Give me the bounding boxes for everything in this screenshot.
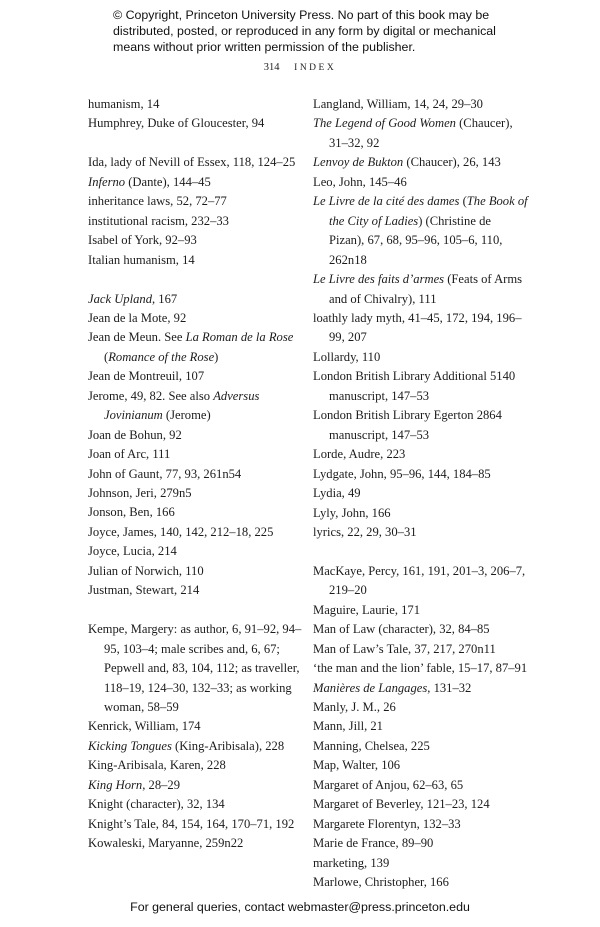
index-entry: [313, 679, 528, 698]
index-entry-text: Marlowe, Christopher, 166: [313, 875, 449, 890]
index-entry-title: Romance of the Rose: [108, 349, 215, 364]
index-entry: [88, 503, 313, 522]
index-entry: [88, 153, 313, 172]
index-entry-text: loathly lady myth, 41–45, 172, 194, 196–99, 207: [313, 310, 522, 345]
index-entry: [88, 756, 313, 775]
index-entry-text: institutional racism, 232–33: [88, 213, 229, 228]
index-entry-text: Kowaleski, Maryanne, 259n22: [88, 836, 244, 851]
index-entry: [313, 309, 528, 348]
index-entry-text: London British Library Additional 5140 manuscript, 147–53: [313, 369, 516, 403]
index-entry-text: Mann, Jill, 21: [313, 719, 383, 734]
index-entry-text: Kenrick, William, 174: [88, 719, 201, 734]
index-entry-text: humanism, 14: [88, 97, 160, 111]
index-entry-text: Jonson, Ben, 166: [88, 505, 175, 520]
index-entry-text: Margarete Florentyn, 132–33: [313, 816, 461, 831]
index-entry-text: King-Aribisala, Karen, 228: [88, 758, 226, 773]
index-entry-text: Manly, J. M., 26: [313, 700, 396, 715]
index-entry-text: Manning, Chelsea, 225: [313, 738, 430, 753]
index-entry: [313, 717, 528, 736]
index-entry-text: (: [104, 349, 109, 364]
index-entry-text: Lorde, Audre, 223: [313, 447, 406, 462]
index-entry-text: Langland, William, 14, 24, 29–30: [313, 97, 483, 111]
index-entry: [313, 153, 528, 172]
index-entry: [313, 640, 528, 659]
index-entry: [313, 698, 528, 717]
index-entry-text: Marie de France, 89–90: [313, 836, 434, 851]
index-entry-text: Joan of Arc, 111: [88, 447, 171, 462]
index-entry-text: Isabel of York, 92–93: [88, 233, 197, 248]
index-entry-text: (Feats of Arms and of Chivalry), 111: [329, 272, 523, 306]
index-entry: [313, 348, 528, 367]
index-entry-text: Joyce, James, 140, 142, 212–18, 225: [88, 524, 274, 539]
index-entry-text: Kempe, Margery: as author, 6, 91–92, 94–95, 103–4; male scribes and, 6, 67; Pepwell and, 83, 104, 112; as traveller, 118–19, 124–30, 132–33; as working woman, 58–59: [88, 622, 302, 714]
index-entry-text: Leo, John, 145–46: [313, 174, 407, 189]
index-entry: [313, 854, 528, 873]
index-entry-text: Joan de Bohun, 92: [88, 427, 182, 442]
index-entry-text: , 131–32: [427, 680, 472, 695]
running-head: [0, 62, 600, 73]
index-entry: [88, 795, 313, 814]
index-entry-text: Jean de Montreuil, 107: [88, 369, 205, 384]
index-entry-title: Adversus Jovinianum: [104, 388, 260, 423]
index-entry-text: Lydgate, John, 95–96, 144, 184–85: [313, 466, 491, 481]
index-entry: [313, 406, 528, 445]
index-entry: [88, 173, 313, 192]
index-entry: [88, 309, 313, 328]
index-entry: [313, 562, 528, 601]
section-title: INDEX: [294, 63, 337, 73]
index-entry-text: Man of Law (character), 32, 84–85: [313, 622, 490, 637]
index-entry: [88, 465, 313, 484]
index-entry-text: Map, Walter, 106: [313, 758, 401, 773]
index-entry-text: Julian of Norwich, 110: [88, 563, 204, 578]
index-entry: [88, 231, 313, 250]
index-entry: [313, 484, 528, 503]
index-entry-text: marketing, 139: [313, 855, 390, 870]
index-entry-text: ‘the man and the lion’ fable, 15–17, 87–91: [313, 661, 528, 676]
index-entry: [88, 426, 313, 445]
index-entry: [88, 542, 313, 561]
index-entry-title: King Horn: [88, 777, 143, 792]
index-entry-title: The Book of the City of Ladies: [329, 194, 528, 228]
index-entry-text: (King-Aribisala), 228: [171, 738, 285, 753]
index-entry: [313, 270, 528, 309]
index-entry: [88, 717, 313, 736]
index-entry-text: inheritance laws, 52, 72–77: [88, 194, 227, 209]
index-entry-text: Lydia, 49: [313, 486, 361, 501]
index-entry: [313, 192, 528, 270]
index-entry-text: Joyce, Lucia, 214: [88, 544, 177, 559]
footer-contact: For general queries, contact webmaster@press.princeton.edu: [130, 900, 470, 914]
index-entry-text: Humphrey, Duke of Gloucester, 94: [88, 116, 265, 131]
index-entry-text: Johnson, Jeri, 279n5: [88, 486, 192, 501]
index-entry: [313, 523, 528, 542]
copyright-notice: [113, 7, 513, 55]
index-entry-text: MacKaye, Percy, 161, 191, 201–3, 206–7, 219–20: [313, 563, 526, 598]
letter-group-gap: [88, 134, 313, 153]
index-entry: [88, 212, 313, 231]
index-entry-text: (: [459, 194, 467, 209]
index-entry-text: London British Library Egerton 2864 manuscript, 147–53: [313, 408, 502, 442]
index-entry-text: ) (Christine de Pizan), 67, 68, 95–96, 105–6, 110, 262n18: [329, 213, 503, 267]
index-entry: [88, 737, 313, 756]
index-entry: [313, 114, 528, 153]
index-entry: [313, 659, 528, 678]
index-entry-text: Knight (character), 32, 134: [88, 797, 225, 812]
index-entry-title: Jack Upland: [88, 291, 152, 306]
index-entry: [313, 95, 528, 114]
index-entry: [88, 484, 313, 503]
index-entry-text: , 28–29: [142, 777, 181, 792]
index-entry: [313, 173, 528, 192]
index-entry-text: Lyly, John, 166: [313, 505, 391, 520]
index-entry: [88, 328, 313, 367]
index-entry: [88, 114, 313, 133]
copyright-line-1: © Copyright, Princeton University Press. No part of this book may be: [113, 8, 490, 22]
index-entry-text: lyrics, 22, 29, 30–31: [313, 524, 417, 539]
index-entry-title: Lenvoy de Bukton: [313, 155, 404, 170]
index-entry: [88, 581, 313, 600]
page-number: 314: [263, 62, 280, 73]
index-entry: [313, 601, 528, 620]
index-entry: [313, 873, 528, 892]
index-entry-text: Knight’s Tale, 84, 154, 164, 170–71, 192: [88, 816, 295, 831]
index-entry-text: ): [214, 349, 219, 364]
index-entry-text: Margaret of Anjou, 62–63, 65: [313, 777, 464, 792]
index-entry: [313, 620, 528, 639]
index-entry-text: Ida, lady of Nevill of Essex, 118, 124–25: [88, 155, 296, 170]
index-entry: [88, 620, 313, 717]
index-entry-text: , 167: [152, 291, 178, 306]
index-entry-text: (Dante), 144–45: [125, 174, 211, 189]
copyright-line-2: distributed, posted, or reproduced in any form by digital or mechanical: [113, 24, 496, 38]
index-entry: [313, 834, 528, 853]
index-entry-title: Kicking Tongues: [88, 738, 172, 753]
index-entry: [313, 815, 528, 834]
index-entry: [313, 367, 528, 406]
index-entry: [88, 251, 313, 270]
index-entry: [88, 445, 313, 464]
index-entry: [313, 737, 528, 756]
index-entry-text: (Chaucer), 26, 143: [403, 155, 501, 170]
index-entry: [88, 387, 313, 426]
index-entry: [88, 562, 313, 581]
index-entry: [313, 504, 528, 523]
index-entry-title: Manières de Langages: [313, 680, 428, 695]
index-entry: [88, 95, 313, 114]
index-entry-text: Margaret of Beverley, 121–23, 124: [313, 797, 490, 812]
index-entry-title: Inferno: [88, 174, 126, 189]
index-entry-text: Jean de la Mote, 92: [88, 310, 187, 325]
index-entry-title: La Roman de la Rose: [185, 330, 294, 345]
index-column-left: [88, 95, 313, 854]
index-entry: [313, 776, 528, 795]
index-entry-title: Le Livre de la cité des dames: [313, 194, 460, 209]
index-entry: [88, 192, 313, 211]
letter-group-gap: [88, 270, 313, 289]
index-entry-text: Italian humanism, 14: [88, 252, 195, 267]
index-column-right: [313, 95, 528, 893]
index-entry-text: Jerome, 49, 82. See also: [88, 388, 214, 403]
index-entry: [88, 367, 313, 386]
copyright-line-3: means without prior written permission of the publisher.: [113, 40, 416, 54]
index-entry: [88, 290, 313, 309]
index-entry: [313, 756, 528, 775]
index-entry-text: John of Gaunt, 77, 93, 261n54: [88, 466, 242, 481]
letter-group-gap: [313, 542, 528, 561]
index-entry-text: Justman, Stewart, 214: [88, 583, 200, 598]
index-entry-text: Lollardy, 110: [313, 349, 381, 364]
index-entry-text: Maguire, Laurie, 171: [313, 602, 421, 617]
index-entry-text: Man of Law’s Tale, 37, 217, 270n11: [313, 641, 496, 656]
index-entry: [313, 445, 528, 464]
index-entry-title: Le Livre des faits d’armes: [313, 272, 445, 287]
index-entry: [88, 776, 313, 795]
index-entry: [88, 815, 313, 834]
index-entry-text: Jean de Meun. See: [88, 330, 186, 345]
letter-group-gap: [88, 601, 313, 620]
index-entry-text: (Chaucer), 31–32, 92: [329, 116, 513, 150]
index-entry-text: (Jerome): [162, 408, 211, 423]
index-entry: [88, 523, 313, 542]
index-entry: [313, 795, 528, 814]
index-entry-title: The Legend of Good Women: [313, 116, 456, 131]
index-entry: [88, 834, 313, 853]
index-entry: [313, 465, 528, 484]
